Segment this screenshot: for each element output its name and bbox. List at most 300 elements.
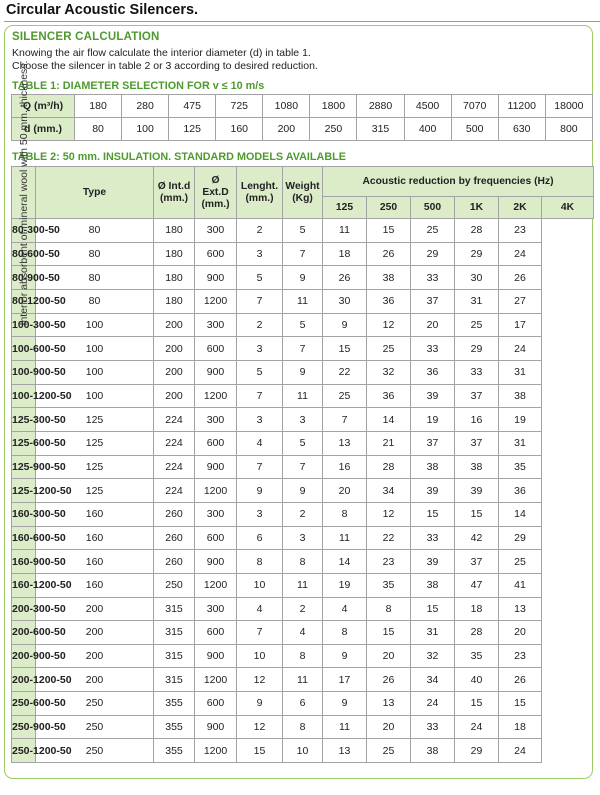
table-cell: 3 — [237, 408, 283, 432]
table-cell: 12 — [367, 313, 411, 337]
table-cell: 200 — [36, 621, 154, 645]
table-cell: 18 — [499, 715, 542, 739]
table-cell: 11 — [283, 573, 323, 597]
table-cell: 224 — [154, 455, 195, 479]
model-type-cell: 125-600-50 — [12, 431, 36, 455]
flow-cell: 180 — [75, 95, 122, 118]
table-cell: 25 — [367, 739, 411, 763]
table-cell: 40 — [455, 668, 499, 692]
table-cell: 125 — [36, 431, 154, 455]
table-cell: 18 — [323, 242, 367, 266]
table-cell: 30 — [455, 266, 499, 290]
table-row — [12, 242, 594, 266]
table-row — [12, 313, 594, 337]
table-cell: 180 — [154, 219, 195, 243]
table-cell: 15 — [237, 739, 283, 763]
table-cell: 80 — [36, 242, 154, 266]
table-cell: 250 — [36, 739, 154, 763]
table-cell: 3 — [237, 242, 283, 266]
model-type-cell: 125-1200-50 — [12, 479, 36, 503]
table-cell: 7 — [283, 455, 323, 479]
table-cell: 315 — [154, 621, 195, 645]
table-cell: 38 — [411, 739, 455, 763]
table-cell: 26 — [323, 266, 367, 290]
table-cell: 29 — [455, 242, 499, 266]
frequency-header: 500 — [411, 197, 455, 219]
table-cell: 10 — [237, 573, 283, 597]
table-cell: 200 — [154, 360, 195, 384]
table-cell: 315 — [154, 644, 195, 668]
table-cell: 260 — [154, 550, 195, 574]
table-cell: 9 — [283, 360, 323, 384]
table-row — [12, 668, 594, 692]
table-cell: 6 — [283, 692, 323, 716]
table-cell: 13 — [323, 739, 367, 763]
diameter-selection-table — [11, 94, 593, 141]
table-cell: 14 — [323, 550, 367, 574]
table-cell: 15 — [455, 692, 499, 716]
table-row — [12, 289, 594, 313]
table-cell: 180 — [154, 242, 195, 266]
table-cell: 8 — [237, 550, 283, 574]
table-cell: 38 — [411, 573, 455, 597]
table-cell: 160 — [36, 502, 154, 526]
table-cell: 125 — [36, 408, 154, 432]
table-cell: 8 — [367, 597, 411, 621]
model-type-cell: 160-900-50 — [12, 550, 36, 574]
table-row — [12, 502, 594, 526]
table-cell: 33 — [455, 360, 499, 384]
table-cell: 38 — [499, 384, 542, 408]
table-cell: 80 — [36, 289, 154, 313]
model-type-cell: 250-600-50 — [12, 692, 36, 716]
table-cell: 355 — [154, 715, 195, 739]
table-cell: 38 — [455, 455, 499, 479]
table-cell: 900 — [195, 644, 237, 668]
table-cell: 33 — [411, 526, 455, 550]
table-row — [12, 384, 594, 408]
table-cell: 180 — [154, 289, 195, 313]
table-row — [12, 715, 594, 739]
table-cell: 600 — [195, 621, 237, 645]
table-cell: 300 — [195, 408, 237, 432]
table-cell: 33 — [411, 266, 455, 290]
table-cell: 33 — [411, 715, 455, 739]
table-cell: 260 — [154, 526, 195, 550]
model-type-cell: 125-900-50 — [12, 455, 36, 479]
table-cell: 31 — [499, 431, 542, 455]
table-cell: 2 — [237, 219, 283, 243]
table-cell: 80 — [36, 266, 154, 290]
diameter-cell: 500 — [451, 118, 498, 141]
table-cell: 19 — [411, 408, 455, 432]
table-row — [12, 479, 594, 503]
table-cell: 1200 — [195, 384, 237, 408]
table-cell: 23 — [367, 550, 411, 574]
table-cell: 7 — [283, 337, 323, 361]
diameter-row-header: d (mm.) — [12, 118, 75, 141]
table-cell: 17 — [323, 668, 367, 692]
table-cell: 29 — [455, 337, 499, 361]
length-header: Lenght. (mm.) — [237, 167, 283, 219]
model-type-cell: 250-900-50 — [12, 715, 36, 739]
model-type-cell: 80-300-50 — [12, 219, 36, 243]
instruction-line-1: Knowing the air flow calculate the interior diameter (d) in table 1. — [12, 47, 311, 59]
table-cell: 25 — [455, 313, 499, 337]
table-cell: 3 — [283, 408, 323, 432]
table-cell: 30 — [323, 289, 367, 313]
table-cell: 20 — [367, 644, 411, 668]
table-cell: 34 — [411, 668, 455, 692]
table-cell: 36 — [367, 289, 411, 313]
table-cell: 5 — [283, 313, 323, 337]
frequency-header: 250 — [367, 197, 411, 219]
table-cell: 15 — [367, 621, 411, 645]
table2-body — [12, 219, 594, 763]
model-type-cell: 100-900-50 — [12, 360, 36, 384]
table-cell: 2 — [237, 313, 283, 337]
table-cell: 35 — [455, 644, 499, 668]
table-cell: 18 — [455, 597, 499, 621]
table-cell: 224 — [154, 479, 195, 503]
table-cell: 8 — [323, 621, 367, 645]
table-cell: 100 — [36, 337, 154, 361]
insulation-side-label: Interior absorbent of mineral wool with 50 mm. thickness. — [12, 167, 36, 219]
table-cell: 160 — [36, 526, 154, 550]
table-cell: 23 — [499, 644, 542, 668]
ext-diameter-header: Ø Ext.D (mm.) — [195, 167, 237, 219]
flow-cell: 18000 — [545, 95, 592, 118]
table-cell: 80 — [36, 219, 154, 243]
table-cell: 900 — [195, 266, 237, 290]
int-diameter-header: Ø Int.d (mm.) — [154, 167, 195, 219]
table-cell: 37 — [455, 550, 499, 574]
model-type-cell: 200-900-50 — [12, 644, 36, 668]
diameter-cell: 160 — [216, 118, 263, 141]
table-cell: 9 — [237, 479, 283, 503]
table-cell: 224 — [154, 408, 195, 432]
table-cell: 250 — [154, 573, 195, 597]
table-cell: 35 — [367, 573, 411, 597]
table-row — [12, 360, 594, 384]
table-cell: 8 — [283, 550, 323, 574]
table-cell: 19 — [323, 573, 367, 597]
table-cell: 10 — [283, 739, 323, 763]
table-cell: 32 — [411, 644, 455, 668]
table-cell: 20 — [367, 715, 411, 739]
table-row — [12, 621, 594, 645]
table-cell: 300 — [195, 219, 237, 243]
frequency-header: 2K — [499, 197, 542, 219]
table-cell: 29 — [499, 526, 542, 550]
table-cell: 7 — [237, 455, 283, 479]
table-row — [12, 739, 594, 763]
table-cell: 9 — [283, 266, 323, 290]
table-cell: 25 — [499, 550, 542, 574]
model-type-cell: 100-300-50 — [12, 313, 36, 337]
table-cell: 100 — [36, 360, 154, 384]
table-cell: 3 — [237, 337, 283, 361]
table-cell: 28 — [455, 219, 499, 243]
table-cell: 100 — [36, 384, 154, 408]
table-cell: 8 — [323, 502, 367, 526]
acoustic-reduction-header: Acoustic reduction by frequencies (Hz) — [323, 167, 594, 197]
table-cell: 315 — [154, 668, 195, 692]
diameter-cell: 315 — [357, 118, 404, 141]
model-type-cell: 200-1200-50 — [12, 668, 36, 692]
table-cell: 11 — [283, 668, 323, 692]
table-cell: 20 — [499, 621, 542, 645]
table-cell: 25 — [367, 337, 411, 361]
table-cell: 5 — [283, 219, 323, 243]
table-cell: 25 — [411, 219, 455, 243]
table-cell: 8 — [283, 715, 323, 739]
table-cell: 15 — [455, 502, 499, 526]
table-row — [12, 219, 594, 243]
table-cell: 11 — [323, 715, 367, 739]
model-type-cell: 125-300-50 — [12, 408, 36, 432]
table-row — [12, 408, 594, 432]
table-cell: 15 — [499, 692, 542, 716]
table-cell: 8 — [283, 644, 323, 668]
table-cell: 13 — [367, 692, 411, 716]
table-cell: 300 — [195, 313, 237, 337]
table-cell: 7 — [237, 621, 283, 645]
table-cell: 200 — [154, 337, 195, 361]
table-cell: 37 — [455, 431, 499, 455]
table-cell: 900 — [195, 455, 237, 479]
table-cell: 47 — [455, 573, 499, 597]
table-row — [12, 597, 594, 621]
table-cell: 600 — [195, 242, 237, 266]
table-cell: 36 — [499, 479, 542, 503]
diameter-cell: 125 — [169, 118, 216, 141]
table-cell: 3 — [237, 502, 283, 526]
table-cell: 34 — [367, 479, 411, 503]
model-type-cell: 80-1200-50 — [12, 289, 36, 313]
table-row — [12, 266, 594, 290]
diameter-row — [12, 118, 593, 141]
flow-cell: 7070 — [451, 95, 498, 118]
diameter-cell: 400 — [404, 118, 451, 141]
table-cell: 1200 — [195, 739, 237, 763]
table-cell: 31 — [499, 360, 542, 384]
table-cell: 9 — [323, 692, 367, 716]
table-cell: 28 — [367, 455, 411, 479]
table-cell: 17 — [499, 313, 542, 337]
table-cell: 11 — [323, 219, 367, 243]
table-cell: 355 — [154, 692, 195, 716]
flow-row — [12, 95, 593, 118]
flow-cell: 475 — [169, 95, 216, 118]
table-cell: 22 — [367, 526, 411, 550]
table-cell: 26 — [499, 266, 542, 290]
table-cell: 900 — [195, 360, 237, 384]
table-cell: 39 — [411, 550, 455, 574]
table-cell: 38 — [411, 455, 455, 479]
table-cell: 9 — [323, 644, 367, 668]
diameter-cell: 250 — [310, 118, 357, 141]
table-cell: 200 — [36, 644, 154, 668]
diameter-cell: 100 — [122, 118, 169, 141]
table-cell: 900 — [195, 715, 237, 739]
table-cell: 200 — [154, 384, 195, 408]
table-cell: 29 — [455, 739, 499, 763]
title-divider — [4, 21, 600, 22]
table-cell: 39 — [411, 479, 455, 503]
table-cell: 20 — [411, 313, 455, 337]
table-cell: 37 — [455, 384, 499, 408]
diameter-cell: 800 — [545, 118, 592, 141]
table-cell: 15 — [411, 502, 455, 526]
diameter-cell: 630 — [498, 118, 545, 141]
table-cell: 23 — [499, 219, 542, 243]
table-cell: 20 — [323, 479, 367, 503]
table-cell: 900 — [195, 550, 237, 574]
table-cell: 14 — [367, 408, 411, 432]
table-row — [12, 550, 594, 574]
diameter-cell: 80 — [75, 118, 122, 141]
table-cell: 24 — [499, 739, 542, 763]
table-row — [12, 526, 594, 550]
flow-cell: 280 — [122, 95, 169, 118]
table2-title: TABLE 2: 50 mm. INSULATION. STANDARD MODELS AVAILABLE — [12, 151, 346, 163]
table-cell: 31 — [411, 621, 455, 645]
table-cell: 600 — [195, 337, 237, 361]
table-cell: 250 — [36, 715, 154, 739]
model-type-cell: 200-300-50 — [12, 597, 36, 621]
table-cell: 7 — [283, 242, 323, 266]
frequency-header: 1K — [455, 197, 499, 219]
table-cell: 1200 — [195, 573, 237, 597]
table-cell: 160 — [36, 550, 154, 574]
table-cell: 12 — [237, 668, 283, 692]
table-cell: 9 — [237, 692, 283, 716]
table-cell: 260 — [154, 502, 195, 526]
table-cell: 125 — [36, 479, 154, 503]
table-cell: 1200 — [195, 289, 237, 313]
table-cell: 5 — [237, 360, 283, 384]
table-cell: 14 — [499, 502, 542, 526]
table-cell: 5 — [283, 431, 323, 455]
table-cell: 600 — [195, 692, 237, 716]
table-cell: 27 — [499, 289, 542, 313]
table-cell: 38 — [367, 266, 411, 290]
model-type-cell: 100-1200-50 — [12, 384, 36, 408]
table-cell: 224 — [154, 431, 195, 455]
table-cell: 13 — [499, 597, 542, 621]
table-cell: 29 — [411, 242, 455, 266]
table-cell: 4 — [237, 431, 283, 455]
table-cell: 200 — [36, 597, 154, 621]
table-cell: 15 — [411, 597, 455, 621]
table1-title: TABLE 1: DIAMETER SELECTION FOR v ≤ 10 m/s — [12, 80, 265, 92]
table-cell: 100 — [36, 313, 154, 337]
table-cell: 600 — [195, 431, 237, 455]
flow-cell: 1080 — [263, 95, 310, 118]
model-type-cell: 160-1200-50 — [12, 573, 36, 597]
table-cell: 355 — [154, 739, 195, 763]
table-cell: 39 — [455, 479, 499, 503]
diameter-cell: 200 — [263, 118, 310, 141]
table-cell: 250 — [36, 692, 154, 716]
table-cell: 26 — [499, 668, 542, 692]
table-cell: 1200 — [195, 668, 237, 692]
instructions — [12, 47, 318, 73]
table-cell: 160 — [36, 573, 154, 597]
model-type-cell: 200-600-50 — [12, 621, 36, 645]
flow-cell: 4500 — [404, 95, 451, 118]
table-cell: 1200 — [195, 479, 237, 503]
table-cell: 11 — [323, 526, 367, 550]
table-cell: 36 — [367, 384, 411, 408]
table-cell: 2 — [283, 597, 323, 621]
table-cell: 13 — [323, 431, 367, 455]
table-cell: 28 — [455, 621, 499, 645]
table-cell: 22 — [323, 360, 367, 384]
model-type-cell: 250-1200-50 — [12, 739, 36, 763]
weight-header: Weight (Kg) — [283, 167, 323, 219]
table-cell: 24 — [455, 715, 499, 739]
table-cell: 6 — [237, 526, 283, 550]
flow-cell: 725 — [216, 95, 263, 118]
table-cell: 5 — [237, 266, 283, 290]
frequency-header: 4K — [542, 197, 594, 219]
model-type-cell: 100-600-50 — [12, 337, 36, 361]
table2-header-row — [12, 167, 594, 197]
model-type-cell: 160-600-50 — [12, 526, 36, 550]
flow-cell: 11200 — [498, 95, 545, 118]
model-type-cell: 160-300-50 — [12, 502, 36, 526]
table-cell: 35 — [499, 455, 542, 479]
table-cell: 200 — [154, 313, 195, 337]
table-row — [12, 644, 594, 668]
table-row — [12, 337, 594, 361]
table-cell: 180 — [154, 266, 195, 290]
section-title: SILENCER CALCULATION — [12, 31, 160, 43]
table-cell: 300 — [195, 502, 237, 526]
flow-cell: 2880 — [357, 95, 404, 118]
table-cell: 7 — [237, 289, 283, 313]
table-cell: 4 — [283, 621, 323, 645]
table-cell: 31 — [455, 289, 499, 313]
instruction-line-2: Choose the silencer in table 2 or 3 according to desired reduction. — [12, 60, 318, 72]
table-cell: 4 — [323, 597, 367, 621]
table-cell: 12 — [367, 502, 411, 526]
table-cell: 26 — [367, 242, 411, 266]
table-cell: 16 — [455, 408, 499, 432]
table-cell: 7 — [237, 384, 283, 408]
table-cell: 25 — [323, 384, 367, 408]
table-cell: 37 — [411, 431, 455, 455]
table-cell: 12 — [237, 715, 283, 739]
table-row — [12, 455, 594, 479]
table-cell: 9 — [323, 313, 367, 337]
table-cell: 200 — [36, 668, 154, 692]
table-cell: 32 — [367, 360, 411, 384]
table-cell: 15 — [367, 219, 411, 243]
table-cell: 24 — [411, 692, 455, 716]
table-cell: 600 — [195, 526, 237, 550]
table-cell: 19 — [499, 408, 542, 432]
table-cell: 41 — [499, 573, 542, 597]
table-cell: 2 — [283, 502, 323, 526]
type-header: Type — [36, 167, 154, 219]
flow-cell: 1800 — [310, 95, 357, 118]
table-cell: 39 — [411, 384, 455, 408]
table-cell: 42 — [455, 526, 499, 550]
table-cell: 16 — [323, 455, 367, 479]
